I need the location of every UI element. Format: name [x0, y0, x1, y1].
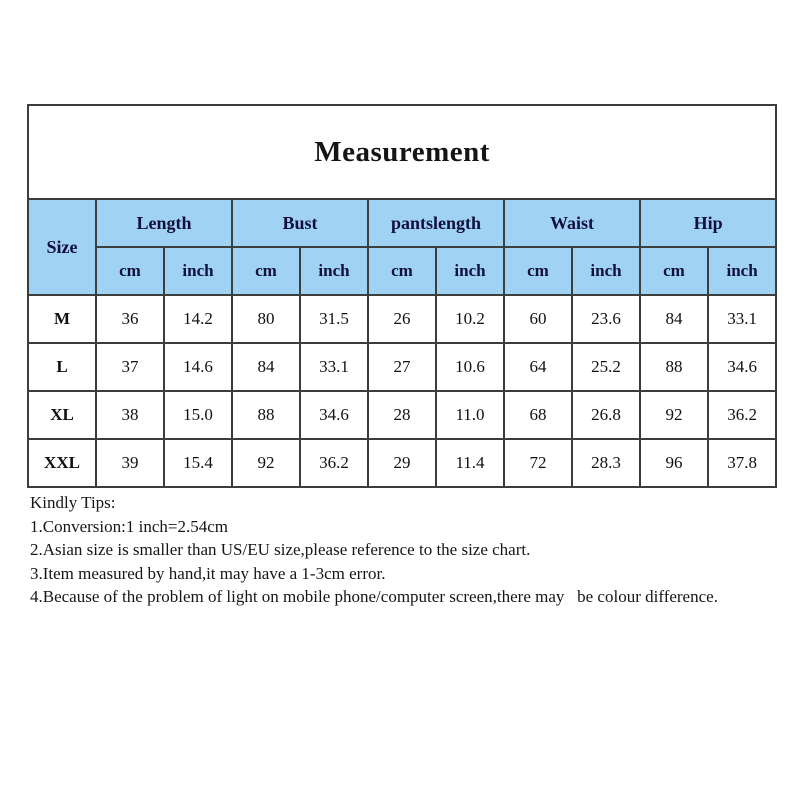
table-row-m — [28, 295, 776, 343]
table-cell: 88 — [640, 343, 708, 391]
table-cell: 37.8 — [708, 439, 776, 487]
table-cell: 64 — [504, 343, 572, 391]
table-cell: 23.6 — [572, 295, 640, 343]
table-row-xxl — [28, 439, 776, 487]
unit-header-pantslength-cm: cm — [368, 247, 436, 295]
tip-line-3: 3.Item measured by hand,it may have a 1-3cm error. — [30, 563, 386, 583]
table-cell: 10.6 — [436, 343, 504, 391]
column-header-bust: Bust — [232, 199, 368, 247]
unit-header-row — [28, 247, 776, 295]
unit-header-hip-inch: inch — [708, 247, 776, 295]
table-cell: 27 — [368, 343, 436, 391]
table-cell: 36 — [96, 295, 164, 343]
column-header-waist: Waist — [504, 199, 640, 247]
unit-header-waist-inch: inch — [572, 247, 640, 295]
table-cell: 28.3 — [572, 439, 640, 487]
table-cell: 37 — [96, 343, 164, 391]
table-cell: 68 — [504, 391, 572, 439]
size-label: XL — [28, 391, 96, 439]
column-header-size: Size — [28, 199, 96, 295]
size-label: XXL — [28, 439, 96, 487]
table-cell: 33.1 — [708, 295, 776, 343]
kindly-tips — [30, 491, 770, 609]
unit-header-hip-cm: cm — [640, 247, 708, 295]
table-cell: 15.0 — [164, 391, 232, 439]
table-cell: 80 — [232, 295, 300, 343]
table-cell: 29 — [368, 439, 436, 487]
table-cell: 38 — [96, 391, 164, 439]
measurement-table — [27, 104, 777, 488]
table-cell: 60 — [504, 295, 572, 343]
unit-header-length-cm: cm — [96, 247, 164, 295]
table-cell: 39 — [96, 439, 164, 487]
table-cell: 26 — [368, 295, 436, 343]
table-cell: 10.2 — [436, 295, 504, 343]
unit-header-bust-cm: cm — [232, 247, 300, 295]
unit-header-bust-inch: inch — [300, 247, 368, 295]
table-cell: 84 — [232, 343, 300, 391]
table-cell: 31.5 — [300, 295, 368, 343]
table-row-l — [28, 343, 776, 391]
title-row — [28, 105, 776, 199]
table-row-xl — [28, 391, 776, 439]
table-cell: 11.4 — [436, 439, 504, 487]
table-cell: 34.6 — [708, 343, 776, 391]
size-label: L — [28, 343, 96, 391]
table-cell: 92 — [640, 391, 708, 439]
table-cell: 14.2 — [164, 295, 232, 343]
unit-header-waist-cm: cm — [504, 247, 572, 295]
unit-header-length-inch: inch — [164, 247, 232, 295]
unit-header-pantslength-inch: inch — [436, 247, 504, 295]
column-header-length: Length — [96, 199, 232, 247]
table-cell: 72 — [504, 439, 572, 487]
table-cell: 26.8 — [572, 391, 640, 439]
table-cell: 92 — [232, 439, 300, 487]
tips-heading: Kindly Tips: — [30, 493, 116, 512]
table-cell: 88 — [232, 391, 300, 439]
table-cell: 33.1 — [300, 343, 368, 391]
table-cell: 28 — [368, 391, 436, 439]
table-cell: 25.2 — [572, 343, 640, 391]
group-header-row — [28, 199, 776, 247]
size-label: M — [28, 295, 96, 343]
table-title: Measurement — [28, 105, 776, 199]
table-cell: 36.2 — [300, 439, 368, 487]
table-cell: 34.6 — [300, 391, 368, 439]
tip-line-4: 4.Because of the problem of light on mobile phone/computer screen,there may be colour difference. — [30, 587, 718, 606]
tip-line-2: 2.Asian size is smaller than US/EU size,please reference to the size chart. — [30, 540, 531, 559]
table-cell: 36.2 — [708, 391, 776, 439]
tip-line-1: 1.Conversion:1 inch=2.54cm — [30, 516, 228, 536]
column-header-pantslength: pantslength — [368, 199, 504, 247]
table-cell: 11.0 — [436, 391, 504, 439]
table-cell: 96 — [640, 439, 708, 487]
table-cell: 15.4 — [164, 439, 232, 487]
column-header-hip: Hip — [640, 199, 776, 247]
table-cell: 14.6 — [164, 343, 232, 391]
table-cell: 84 — [640, 295, 708, 343]
